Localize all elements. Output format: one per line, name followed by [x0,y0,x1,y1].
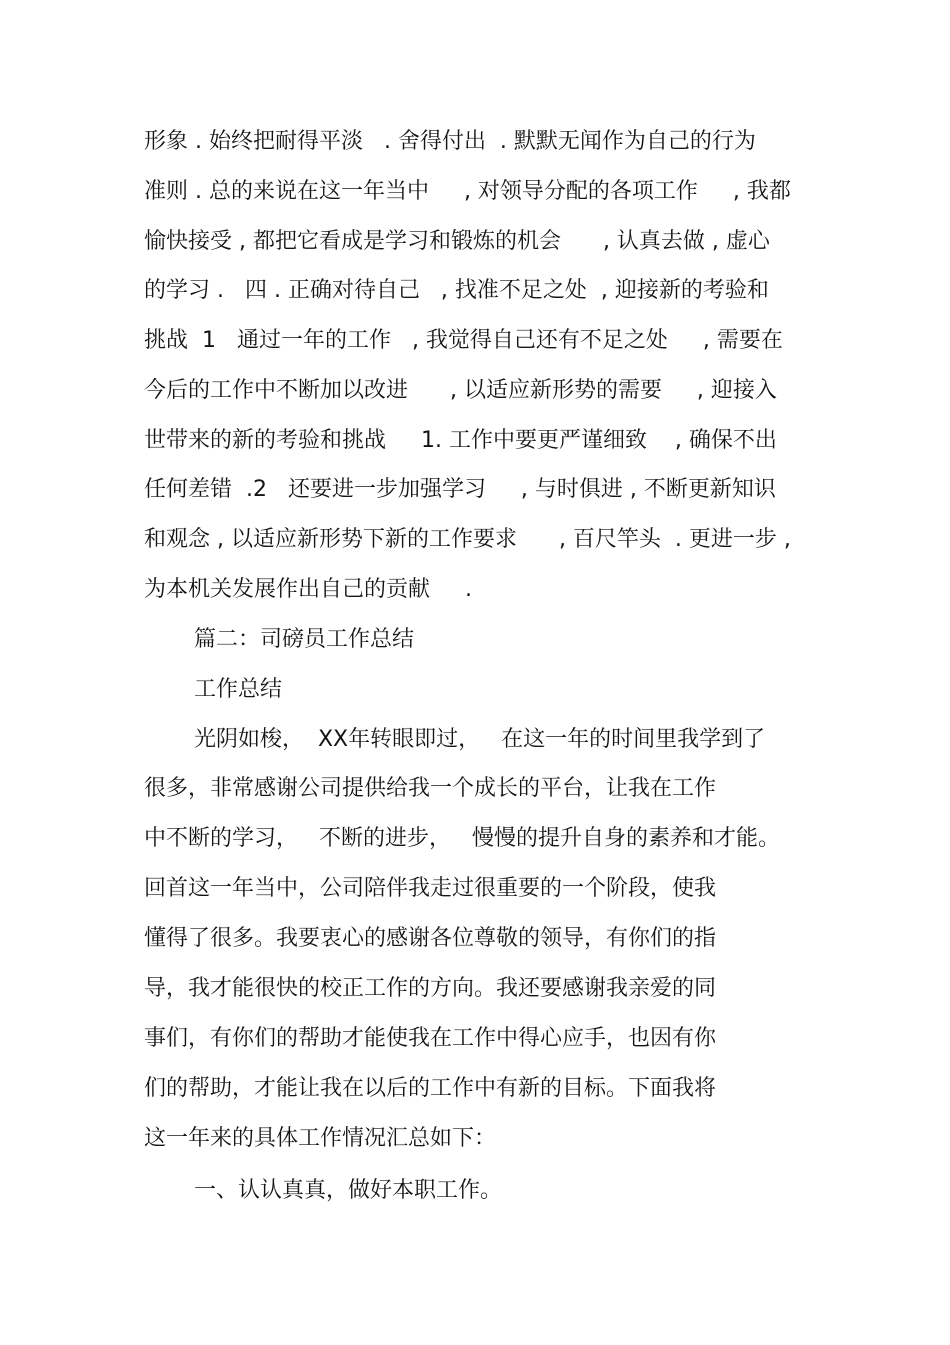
paragraph-start-line: 光阴如梭， XX年转眼即过， 在这一年的时间里我学到了 [194,727,766,752]
section-heading: 篇二：司磅员工作总结 [194,627,415,652]
text-line: 的学习 . 四 . 正确对待自己 , 找准不足之处 , 迎接新的考验和 [144,278,769,303]
text-line: 愉快接受 , 都把它看成是学习和锻炼的机会 , 认真去做 , 虚心 [144,229,770,254]
text-line: 回首这一年当中，公司陪伴我走过很重要的一个阶段，使我 [144,876,717,901]
text-line: 为本机关发展作出自己的贡献 . [144,577,472,602]
text-line: 们的帮助，才能让我在以后的工作中有新的目标。下面我将 [144,1076,717,1101]
text-line: 和观念 , 以适应新形势下新的工作要求 , 百尺竿头 . 更进一步 , [144,527,791,552]
numbered-heading: 一、认认真真，做好本职工作。 [194,1178,503,1203]
text-line: 挑战 1 通过一年的工作 , 我觉得自己还有不足之处 , 需要在 [144,328,783,353]
text-line: 这一年来的具体工作情况汇总如下： [144,1126,497,1151]
text-line: 中不断的学习， 不断的进步， 慢慢的提升自身的素养和才能。 [144,826,780,851]
text-line: 今后的工作中不断加以改进 , 以适应新形势的需要 , 迎接入 [144,378,777,403]
text-line: 任何差错 .2 还要进一步加强学习 , 与时俱进 , 不断更新知识 [144,477,776,502]
text-line: 懂得了很多。我要衷心的感谢各位尊敬的领导，有你们的指 [144,926,717,951]
section-subheading: 工作总结 [194,677,283,702]
text-line: 形象 . 始终把耐得平淡 . 舍得付出 . 默默无闻作为自己的行为 [144,129,756,154]
text-line: 导，我才能很快的校正工作的方向。我还要感谢我亲爱的同 [144,976,717,1001]
text-line: 很多，非常感谢公司提供给我一个成长的平台，让我在工作 [144,776,717,801]
text-line: 准则 . 总的来说在这一年当中 , 对领导分配的各项工作 , 我都 [144,179,791,204]
text-line: 世带来的新的考验和挑战 1. 工作中要更严谨细致 , 确保不出 [144,428,777,453]
text-line: 事们，有你们的帮助才能使我在工作中得心应手，也因有你 [144,1026,717,1051]
